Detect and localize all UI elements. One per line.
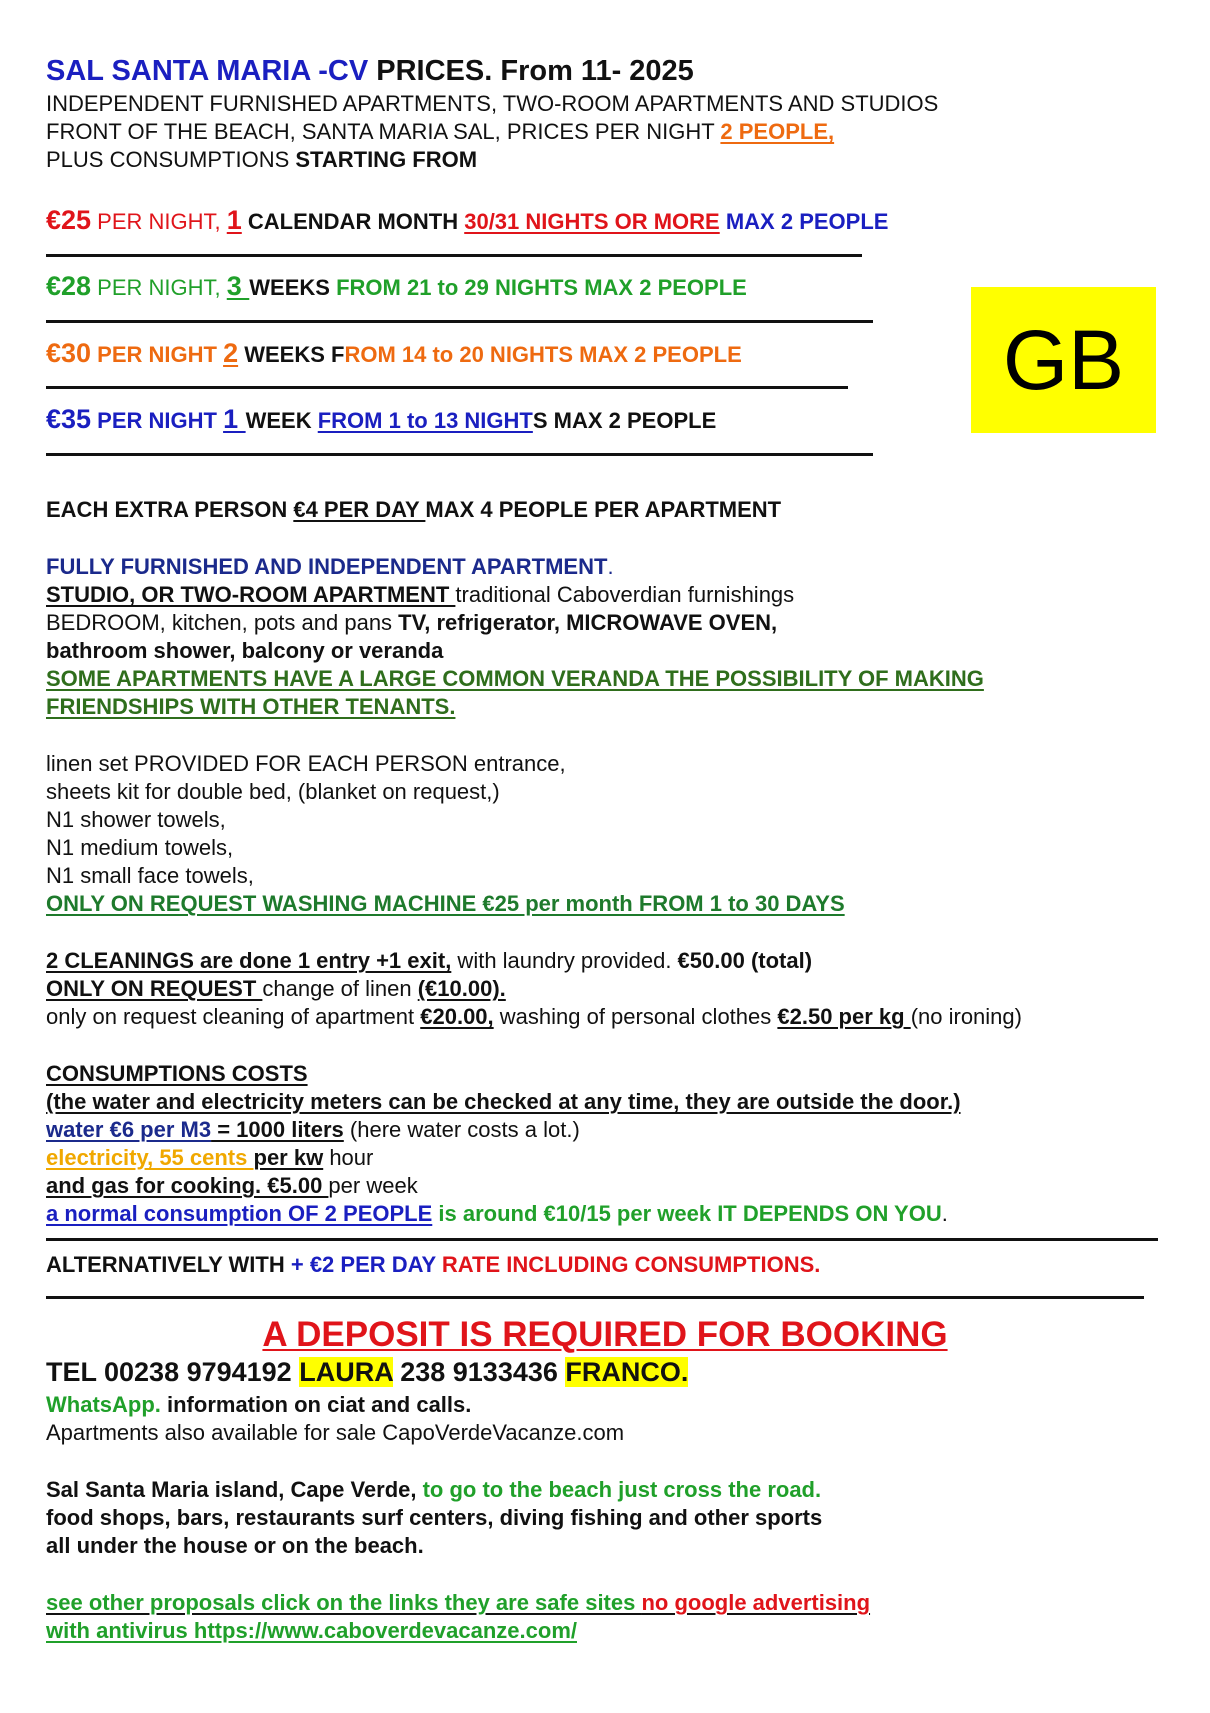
rate-row-1week: €35 PER NIGHT 1 WEEK FROM 1 to 13 NIGHTS MAX 2 PEOPLE [46, 404, 717, 434]
linen-line-4: N1 medium towels, [46, 835, 234, 860]
furnish-line-2: STUDIO, OR TWO-ROOM APARTMENT traditional Caboverdian furnishings [46, 582, 795, 607]
consumptions-title: CONSUMPTIONS COSTS [46, 1061, 308, 1086]
furnish-line-3: BEDROOM, kitchen, pots and pans TV, refrigerator, MICROWAVE OVEN, [46, 610, 778, 635]
sale-line: Apartments also available for sale CapoVerdeVacanze.com [46, 1420, 625, 1445]
normal-consumption-line: a normal consumption OF 2 PEOPLE is around €10/15 per week IT DEPENDS ON YOU. [46, 1201, 948, 1226]
no-ads-note: no google advertising [641, 1590, 871, 1615]
subtitle-line-2: FRONT OF THE BEACH, SANTA MARIA SAL, PRICES PER NIGHT 2 PEOPLE, [46, 119, 835, 144]
water-cost-line: water €6 per M3 = 1000 liters (here water costs a lot.) [46, 1117, 580, 1142]
cleaning-line-2: ONLY ON REQUEST change of linen (€10.00). [46, 976, 506, 1001]
contact-name-franco: FRANCO. [565, 1357, 689, 1387]
linen-line-3: N1 shower towels, [46, 807, 226, 832]
electricity-cost-line: electricity, 55 cents per kw hour [46, 1145, 374, 1170]
location-line-3: all under the house or on the beach. [46, 1533, 424, 1558]
whatsapp-line: WhatsApp. information on ciat and calls. [46, 1392, 472, 1417]
title-rest: PRICES. From 11- 2025 [368, 55, 694, 87]
extra-person-line: EACH EXTRA PERSON €4 PER DAY MAX 4 PEOPLE PER APARTMENT [46, 497, 782, 522]
subtitle-line-1: INDEPENDENT FURNISHED APARTMENTS, TWO-ROOM APARTMENTS AND STUDIOS [46, 91, 939, 116]
linen-line-5: N1 small face towels, [46, 863, 254, 888]
furnish-line-5: SOME APARTMENTS HAVE A LARGE COMMON VERANDA THE POSSIBILITY OF MAKING [46, 666, 984, 691]
rate-row-2weeks: €30 PER NIGHT 2 WEEKS FROM 14 to 20 NIGHTS MAX 2 PEOPLE [46, 338, 742, 368]
language-badge: GB [971, 287, 1156, 433]
divider [46, 453, 873, 456]
divider [46, 386, 848, 389]
cleaning-line-1: 2 CLEANINGS are done 1 entry +1 exit, with laundry provided. €50.00 (total) [46, 948, 813, 973]
contact-name-laura: LAURA [299, 1357, 393, 1387]
cleaning-line-3: only on request cleaning of apartment €20.00, washing of personal clothes €2.50 per kg (no ironing) [46, 1004, 1022, 1029]
location-line-2: food shops, bars, restaurants surf centers, diving fishing and other sports [46, 1505, 823, 1530]
rate-row-3weeks: €28 PER NIGHT, 3 WEEKS FROM 21 to 29 NIGHTS MAX 2 PEOPLE [46, 271, 747, 301]
furnish-line-6: FRIENDSHIPS WITH OTHER TENANTS. [46, 694, 456, 719]
divider [46, 320, 873, 323]
divider [46, 1296, 1144, 1299]
linen-line-1: linen set PROVIDED FOR EACH PERSON entrance, [46, 751, 566, 776]
divider [46, 254, 862, 257]
furnish-line-4: bathroom shower, balcony or veranda [46, 638, 444, 663]
gas-cost-line: and gas for cooking. €5.00 per week [46, 1173, 418, 1198]
website-link[interactable]: with antivirus https://www.caboverdevacanze.com/ [46, 1618, 577, 1643]
location-line-1: Sal Santa Maria island, Cape Verde, to go to the beach just cross the road. [46, 1477, 822, 1502]
proposals-line[interactable] [46, 1589, 870, 1617]
brand-name: SAL SANTA MARIA -CV [46, 55, 369, 87]
page-title [46, 54, 694, 88]
phone-line: TEL 00238 9794192 LAURA 238 9133436 FRANCO. [46, 1357, 689, 1387]
people-count: 2 PEOPLE, [720, 119, 835, 144]
subtitle-line-3: PLUS CONSUMPTIONS STARTING FROM [46, 147, 478, 172]
furnish-line-1: FULLY FURNISHED AND INDEPENDENT APARTMENT. [46, 554, 614, 579]
linen-line-2: sheets kit for double bed, (blanket on request,) [46, 779, 500, 804]
proposals-link[interactable]: see other proposals click on the links they are safe sites [46, 1590, 642, 1615]
alternative-rate-line: ALTERNATIVELY WITH + €2 PER DAY RATE INCLUDING CONSUMPTIONS. [46, 1252, 821, 1277]
meters-note: (the water and electricity meters can be checked at any time, they are outside the door.) [46, 1089, 961, 1114]
divider [46, 1238, 1158, 1241]
rate-row-month: €25 PER NIGHT, 1 CALENDAR MONTH 30/31 NIGHTS OR MORE MAX 2 PEOPLE [46, 205, 889, 235]
washing-machine-line: ONLY ON REQUEST WASHING MACHINE €25 per month FROM 1 to 30 DAYS [46, 891, 845, 916]
deposit-heading: A DEPOSIT IS REQUIRED FOR BOOKING [262, 1315, 948, 1354]
